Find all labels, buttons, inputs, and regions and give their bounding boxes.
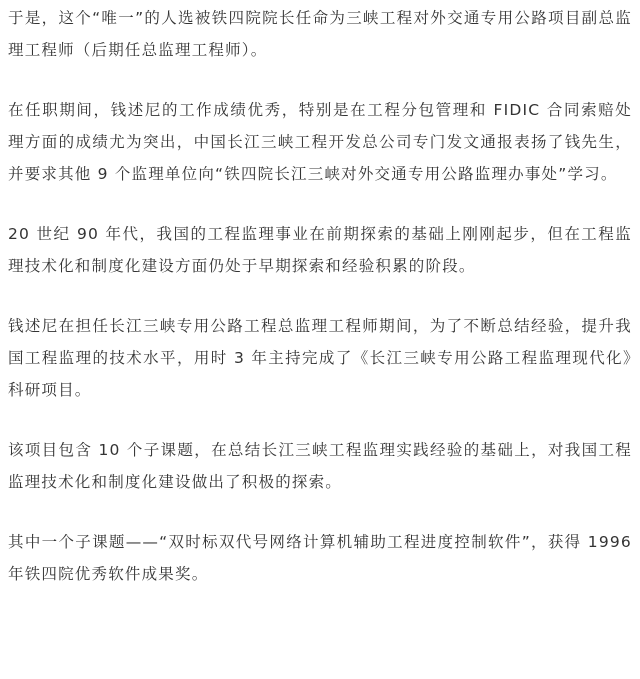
paragraph-1: 于是，这个“唯一”的人选被铁四院院长任命为三峡工程对外交通专用公路项目副总监理工程师（后期任总监理工程师）。 [8,9,632,59]
paragraph-2: 在任职期间，钱述尼的工作成绩优秀，特别是在工程分包管理和 FIDIC 合同索赔处理方面的成绩尤为突出，中国长江三峡工程开发总公司专门发文通报表扬了钱先生，并要求其他 9 个监理单位向“铁四院长江三峡对外交通专用公路监理办事处”学习。 [8,101,632,183]
paragraph-3: 20 世纪 90 年代，我国的工程监理事业在前期探索的基础上刚刚起步，但在工程监理技术化和制度化建设方面仍处于早期探索和经验积累的阶段。 [8,225,632,275]
paragraph-6: 其中一个子课题——“双时标双代号网络计算机辅助工程进度控制软件”，获得 1996 年铁四院优秀软件成果奖。 [8,533,632,583]
paragraph-5: 该项目包含 10 个子课题，在总结长江三峡工程监理实践经验的基础上，对我国工程监理技术化和制度化建设做出了积极的探索。 [8,441,632,491]
paragraph-4: 钱述尼在担任长江三峡专用公路工程总监理工程师期间，为了不断总结经验，提升我国工程监理的技术水平，用时 3 年主持完成了《长江三峡专用公路工程监理现代化》科研项目。 [8,317,632,399]
